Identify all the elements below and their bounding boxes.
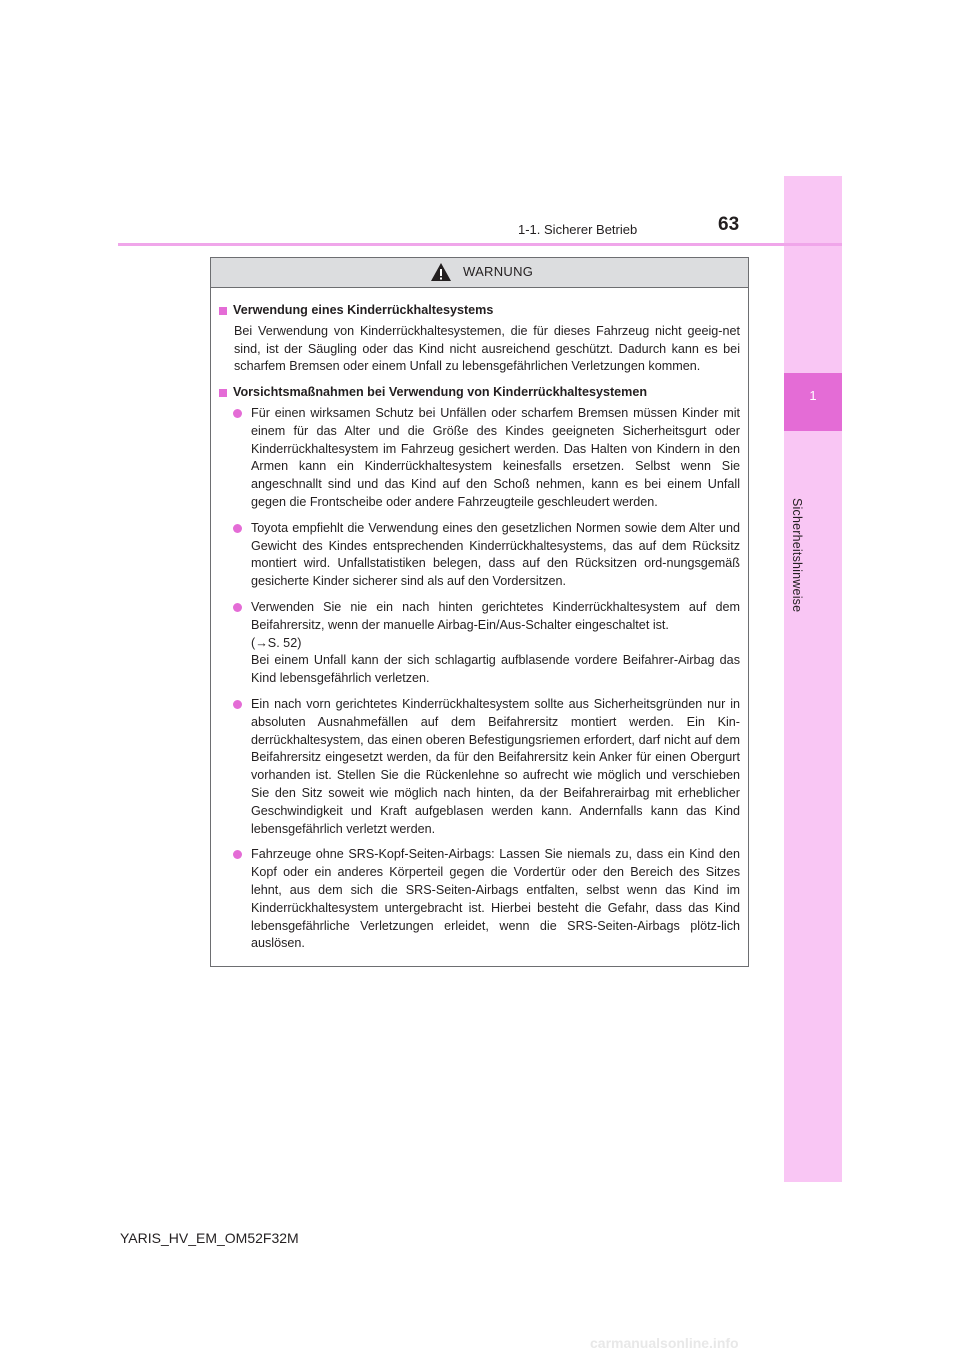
chapter-label: Sicherheitshinweise bbox=[790, 498, 804, 613]
circle-bullet-icon bbox=[233, 850, 242, 859]
bullet-item bbox=[233, 405, 740, 512]
bullet-line: Verwenden Sie nie ein nach hinten gerichtetes Kinderrückhaltesystem auf dem Beifahrersitz, wenn der manuelle Airbag-Ein/Aus-Schalter eingeschaltet ist. bbox=[251, 599, 740, 632]
warning-header bbox=[211, 258, 748, 288]
bullet-item bbox=[233, 599, 740, 688]
section-paragraph: Bei Verwendung von Kinderrückhaltesystemen, die für dieses Fahrzeug nicht geeig-net sind, ist der Säugling oder das Kind nicht ausreichend geschützt. Dadurch kann es bei scharfem Bremsen oder einem Unfall zu lebensgefährlichen Verletzungen kommen. bbox=[234, 323, 740, 374]
bullet-item bbox=[233, 696, 740, 838]
chapter-number: 1 bbox=[809, 388, 817, 403]
circle-bullet-icon bbox=[233, 524, 242, 533]
watermark: carmanualsonline.info bbox=[590, 1335, 739, 1351]
warning-box bbox=[210, 257, 749, 967]
warning-title: WARNUNG bbox=[463, 264, 534, 279]
section-heading bbox=[219, 302, 740, 320]
square-bullet-icon bbox=[219, 307, 227, 315]
circle-bullet-icon bbox=[233, 603, 242, 612]
section-heading-text: Verwendung eines Kinderrückhaltesystems bbox=[233, 303, 494, 317]
section-title: 1-1. Sicherer Betrieb bbox=[518, 222, 638, 237]
header-rule bbox=[118, 243, 842, 246]
bullet-text bbox=[251, 599, 740, 688]
page-reference-link[interactable]: (→S. 52) bbox=[251, 635, 302, 650]
bullet-item bbox=[233, 846, 740, 953]
circle-bullet-icon bbox=[233, 700, 242, 709]
section-heading bbox=[219, 384, 740, 402]
warning-content bbox=[211, 288, 748, 953]
bullet-line: Bei einem Unfall kann der sich schlagartig aufblasende vordere Beifahrer-Airbag das Kind lebensgefährlich verletzen. bbox=[251, 653, 740, 686]
bullet-text: Ein nach vorn gerichtetes Kinderrückhaltesystem sollte aus Sicherheitsgründen nur in absoluten Ausnahmefällen auf dem Beifahrersitz montiert werden. Ein Kin-derrückhaltesystem, das einen oberen Befestigungsriemen erfordert, darf nicht auf dem Beifahrersitz eingesetzt werden, da für den Beifahrersitz kein Anker für einen Obergurt vorhanden ist. Stellen Sie die Rückenlehne so aufrecht wie möglich und verschieben Sie den Sitz soweit wie möglich nach hinten, da der Beifahrerairbag mit erheblicher Geschwindigkeit und Kraft aufgeblasen werden kann. Andernfalls kann das Kind lebensgefährlich verletzt werden. bbox=[251, 696, 740, 836]
section-heading-text: Vorsichtsmaßnahmen bei Verwendung von Kinderrückhaltesystemen bbox=[233, 385, 648, 400]
warning-triangle-icon bbox=[430, 262, 452, 282]
circle-bullet-icon bbox=[233, 409, 242, 418]
bullet-text: Für einen wirksamen Schutz bei Unfällen oder scharfem Bremsen müssen Kinder mit einem für das Alter und die Größe des Kindes geeigneten Sicherheitsgurt oder Kinderrückhaltesystem im Fahrzeug gesichert werden. Das Halten von Kindern in den Armen kann ein Kinderrückhaltesystem keinesfalls ersetzen. Selbst wenn Sie angeschnallt sind und das Kind auf den Schoß nehmen, kann es bei einem Unfall gegen die Frontscheibe oder andere Fahrzeugteile geschleudert werden. bbox=[251, 405, 740, 509]
side-tab-bar bbox=[784, 176, 842, 1182]
document-code: YARIS_HV_EM_OM52F32M bbox=[120, 1230, 299, 1246]
square-bullet-icon bbox=[219, 389, 227, 397]
bullet-item bbox=[233, 520, 740, 591]
bullet-text: Toyota empfiehlt die Verwendung eines den gesetzlichen Normen sowie dem Alter und Gewicht des Kindes entsprechenden Kinderrückhaltesystems, das auf dem Rücksitz montiert wird. Unfallstatistiken belegen, dass auf den Rücksitzen ord-nungsgemäß gesicherte Kinder sicherer sind als auf den Vordersitzen. bbox=[251, 520, 740, 589]
bullet-text: Fahrzeuge ohne SRS-Kopf-Seiten-Airbags: Lassen Sie niemals zu, dass ein Kind den Kopf oder ein anderes Körperteil gegen die Vordertür oder den Bereich des Sitzes lehnt, aus dem sich die SRS-Seiten-Airbags entfalten, selbst wenn das Kind im Kinderrückhaltesystem untergebracht ist. Hierbei besteht die Gefahr, dass das Kind lebensgefährliche Verletzungen erleidet, wenn die SRS-Seiten-Airbags plötz-lich auslösen. bbox=[251, 847, 740, 951]
page-number: 63 bbox=[718, 214, 740, 235]
